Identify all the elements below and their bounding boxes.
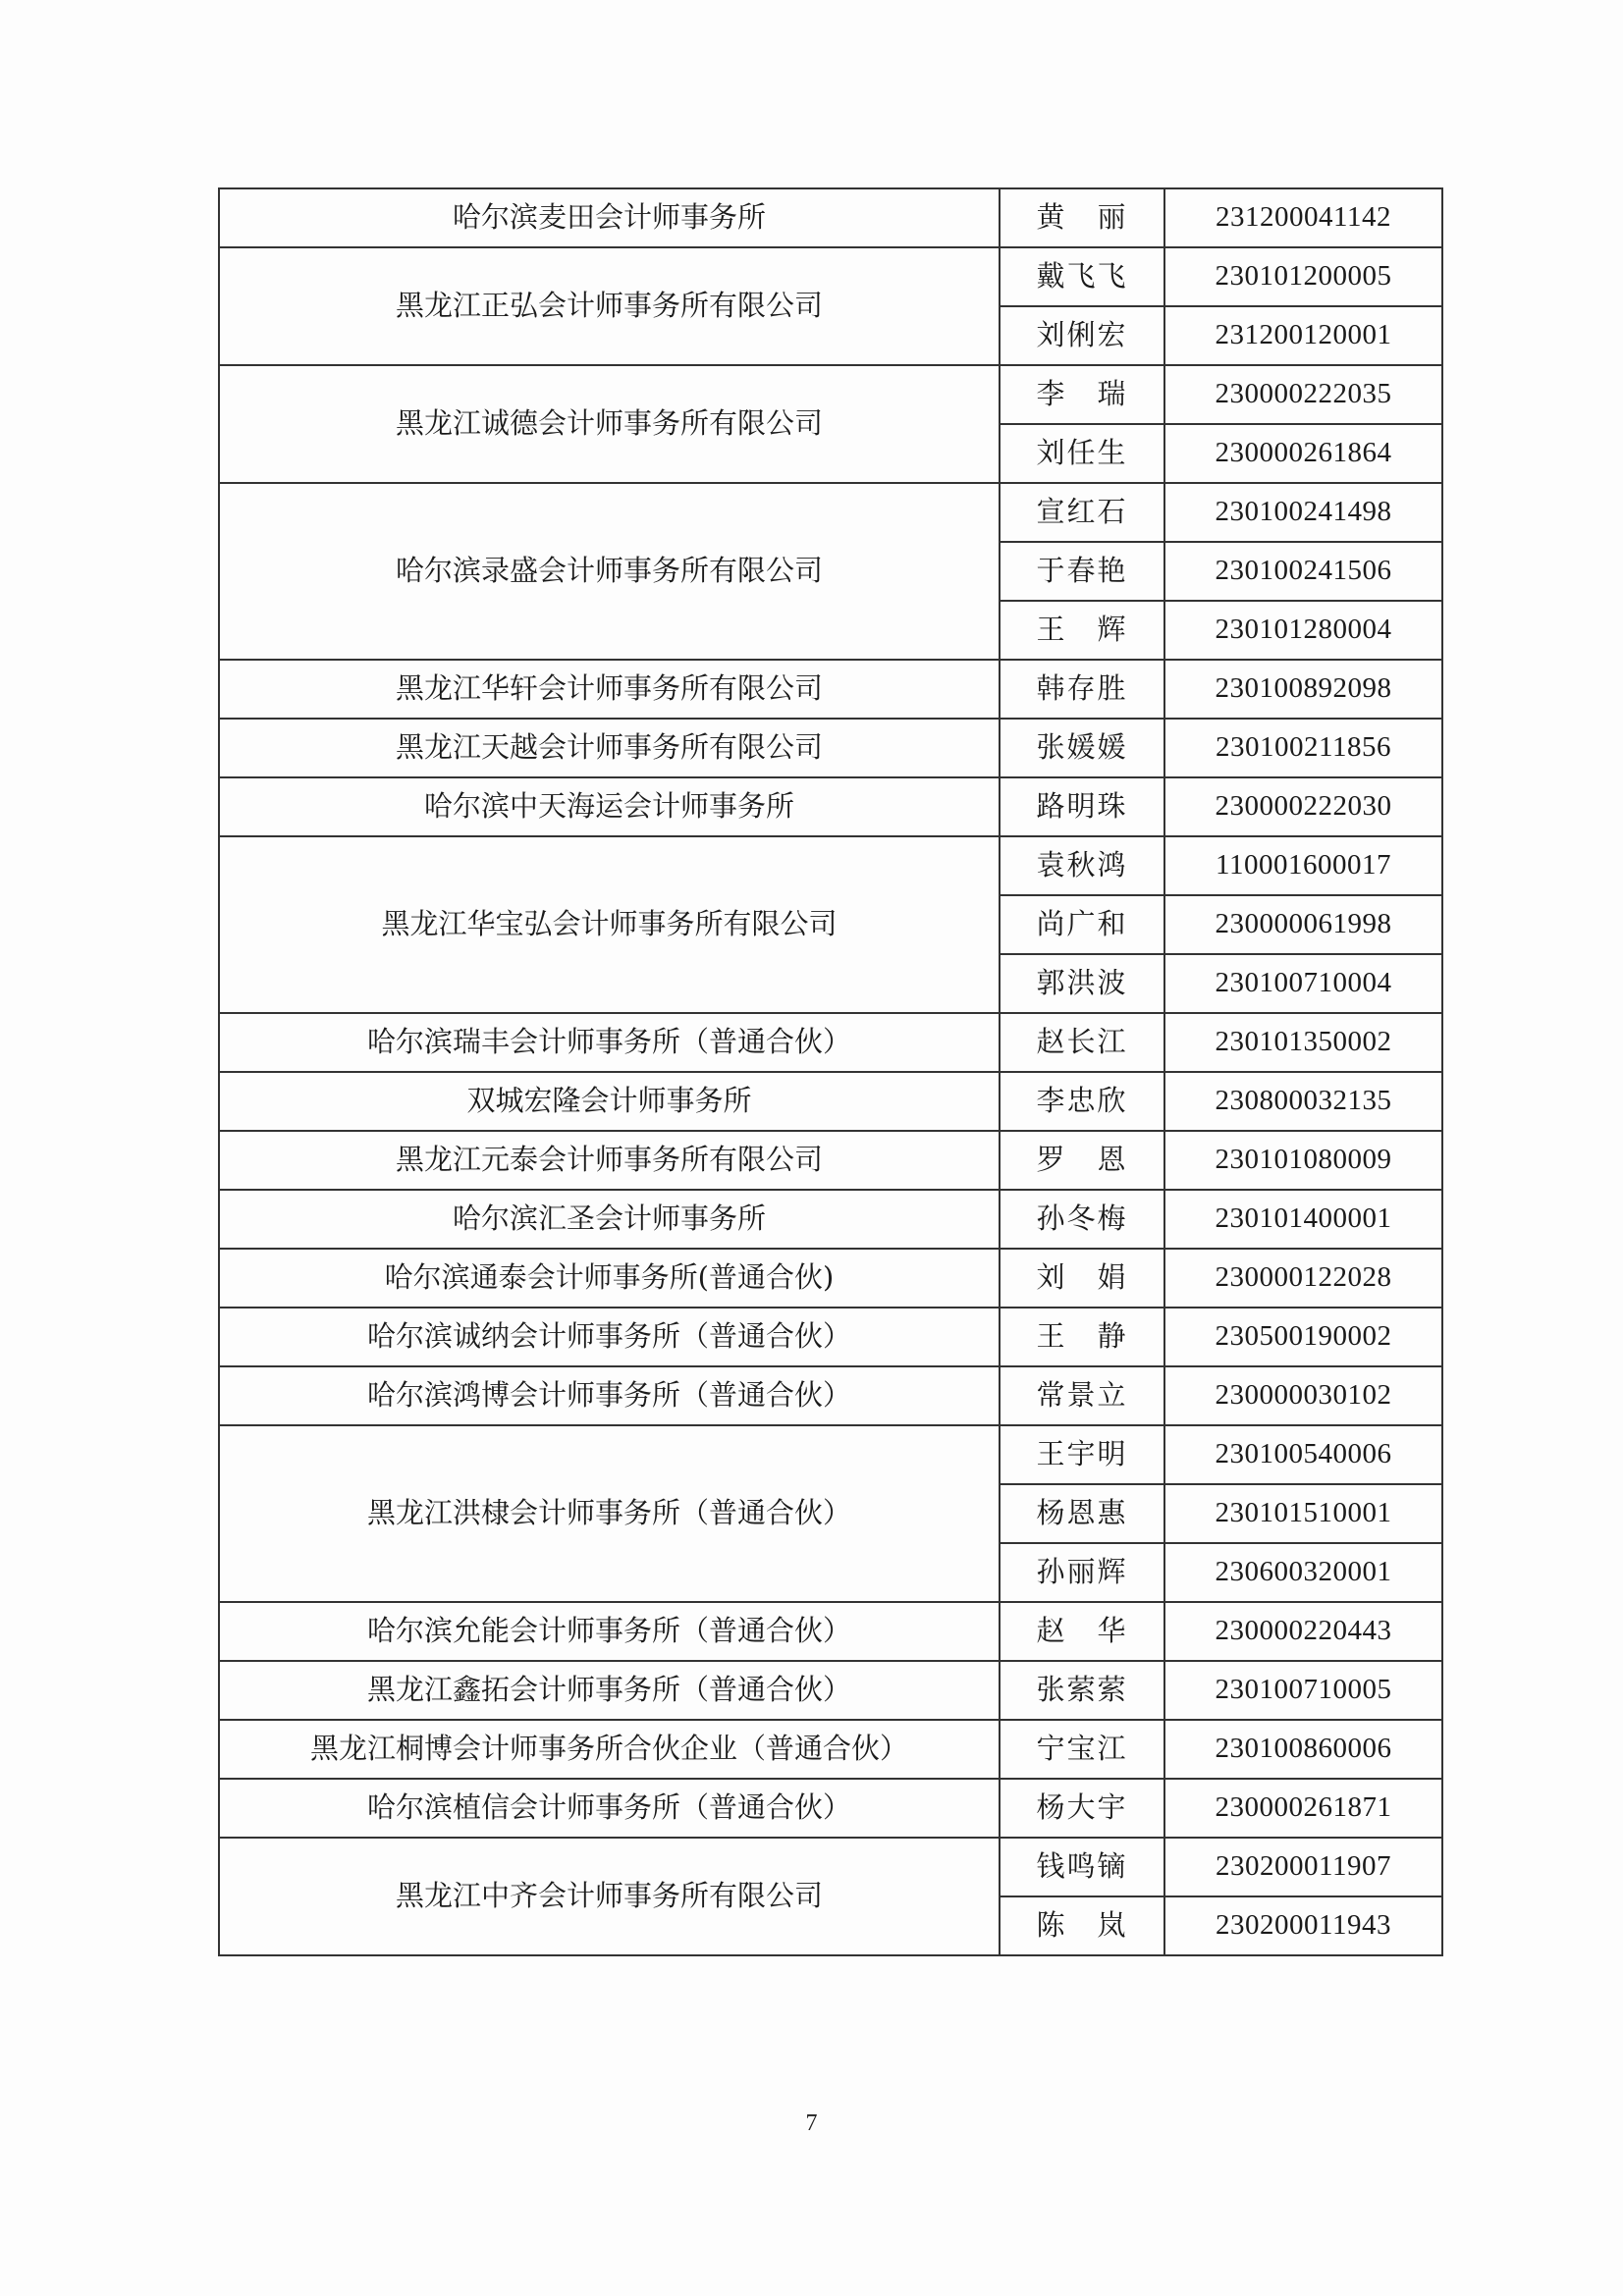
firm-name-cell: 哈尔滨诚纳会计师事务所（普通合伙） — [219, 1308, 1000, 1366]
table-row — [219, 1661, 1442, 1720]
firm-name-cell: 黑龙江鑫拓会计师事务所（普通合伙） — [219, 1661, 1000, 1720]
accountant-name-cell: 杨大宇 — [1000, 1779, 1164, 1838]
table-row — [219, 247, 1442, 306]
table-row — [219, 1190, 1442, 1249]
firm-name-cell: 黑龙江洪棣会计师事务所（普通合伙） — [219, 1425, 1000, 1602]
certificate-number-cell: 230101280004 — [1164, 601, 1442, 660]
firm-name-cell: 哈尔滨中天海运会计师事务所 — [219, 777, 1000, 836]
firm-name-cell: 哈尔滨瑞丰会计师事务所（普通合伙） — [219, 1013, 1000, 1072]
certificate-number-cell: 231200120001 — [1164, 306, 1442, 365]
certificate-number-cell: 230200011907 — [1164, 1838, 1442, 1896]
table-row — [219, 1720, 1442, 1779]
accountant-name-cell: 张萦萦 — [1000, 1661, 1164, 1720]
firm-name-cell: 黑龙江正弘会计师事务所有限公司 — [219, 247, 1000, 365]
certificate-number-cell: 230200011943 — [1164, 1896, 1442, 1955]
certificate-number-cell: 230101400001 — [1164, 1190, 1442, 1249]
accountant-name-cell: 孙冬梅 — [1000, 1190, 1164, 1249]
accountant-name-cell: 黄 丽 — [1000, 188, 1164, 247]
page-number: 7 — [805, 2110, 818, 2136]
certificate-number-cell: 230100241498 — [1164, 483, 1442, 542]
accountant-name-cell: 刘任生 — [1000, 424, 1164, 483]
table-row — [219, 483, 1442, 542]
accountant-name-cell: 路明珠 — [1000, 777, 1164, 836]
accountant-name-cell: 张媛媛 — [1000, 719, 1164, 777]
certificate-number-cell: 230100710005 — [1164, 1661, 1442, 1720]
table-row — [219, 1425, 1442, 1484]
firm-name-cell: 哈尔滨汇圣会计师事务所 — [219, 1190, 1000, 1249]
certificate-number-cell: 110001600017 — [1164, 836, 1442, 895]
table-row — [219, 1308, 1442, 1366]
certificate-number-cell: 230101200005 — [1164, 247, 1442, 306]
table-row — [219, 660, 1442, 719]
table-row — [219, 1602, 1442, 1661]
accountant-name-cell: 常景立 — [1000, 1366, 1164, 1425]
certificate-number-cell: 230600320001 — [1164, 1543, 1442, 1602]
firm-name-cell: 黑龙江华宝弘会计师事务所有限公司 — [219, 836, 1000, 1013]
accountant-name-cell: 王 辉 — [1000, 601, 1164, 660]
accountant-name-cell: 郭洪波 — [1000, 954, 1164, 1013]
accountant-name-cell: 王 静 — [1000, 1308, 1164, 1366]
firm-name-cell: 黑龙江天越会计师事务所有限公司 — [219, 719, 1000, 777]
certificate-number-cell: 230000122028 — [1164, 1249, 1442, 1308]
accountant-name-cell: 钱鸣镝 — [1000, 1838, 1164, 1896]
firm-name-cell: 黑龙江华轩会计师事务所有限公司 — [219, 660, 1000, 719]
accountant-name-cell: 韩存胜 — [1000, 660, 1164, 719]
firm-name-cell: 哈尔滨鸿博会计师事务所（普通合伙） — [219, 1366, 1000, 1425]
certificate-number-cell: 230100211856 — [1164, 719, 1442, 777]
accountant-name-cell: 罗 恩 — [1000, 1131, 1164, 1190]
accountant-name-cell: 陈 岚 — [1000, 1896, 1164, 1955]
firm-name-cell: 哈尔滨允能会计师事务所（普通合伙） — [219, 1602, 1000, 1661]
table-row — [219, 777, 1442, 836]
firm-name-cell: 双城宏隆会计师事务所 — [219, 1072, 1000, 1131]
certificate-number-cell: 230000261871 — [1164, 1779, 1442, 1838]
certificate-number-cell: 230800032135 — [1164, 1072, 1442, 1131]
accountant-name-cell: 袁秋鸿 — [1000, 836, 1164, 895]
firm-name-cell: 黑龙江诚德会计师事务所有限公司 — [219, 365, 1000, 483]
roster-body — [219, 188, 1442, 1955]
firm-name-cell: 哈尔滨录盛会计师事务所有限公司 — [219, 483, 1000, 660]
accountant-name-cell: 孙丽辉 — [1000, 1543, 1164, 1602]
table-row — [219, 365, 1442, 424]
table-row — [219, 1249, 1442, 1308]
accountant-name-cell: 宣红石 — [1000, 483, 1164, 542]
table-row — [219, 1779, 1442, 1838]
accountant-name-cell: 赵 华 — [1000, 1602, 1164, 1661]
certificate-number-cell: 230100892098 — [1164, 660, 1442, 719]
firm-name-cell: 黑龙江桐博会计师事务所合伙企业（普通合伙） — [219, 1720, 1000, 1779]
table-row — [219, 719, 1442, 777]
certificate-number-cell: 230101080009 — [1164, 1131, 1442, 1190]
table-row — [219, 1131, 1442, 1190]
accountant-name-cell: 李忠欣 — [1000, 1072, 1164, 1131]
accountant-name-cell: 刘 娟 — [1000, 1249, 1164, 1308]
firm-name-cell: 哈尔滨植信会计师事务所（普通合伙） — [219, 1779, 1000, 1838]
accountant-name-cell: 赵长江 — [1000, 1013, 1164, 1072]
certificate-number-cell: 230000030102 — [1164, 1366, 1442, 1425]
accountant-name-cell: 宁宝江 — [1000, 1720, 1164, 1779]
accountant-roster-table — [218, 187, 1443, 1956]
table-row — [219, 1366, 1442, 1425]
accountant-name-cell: 李 瑞 — [1000, 365, 1164, 424]
table-row — [219, 1072, 1442, 1131]
certificate-number-cell: 230000061998 — [1164, 895, 1442, 954]
certificate-number-cell: 230000220443 — [1164, 1602, 1442, 1661]
accountant-name-cell: 王宇明 — [1000, 1425, 1164, 1484]
table-row — [219, 1838, 1442, 1896]
firm-name-cell: 哈尔滨麦田会计师事务所 — [219, 188, 1000, 247]
certificate-number-cell: 230000222035 — [1164, 365, 1442, 424]
table-row — [219, 836, 1442, 895]
certificate-number-cell: 230100540006 — [1164, 1425, 1442, 1484]
certificate-number-cell: 230101510001 — [1164, 1484, 1442, 1543]
certificate-number-cell: 230000222030 — [1164, 777, 1442, 836]
table-row — [219, 1013, 1442, 1072]
firm-name-cell: 黑龙江中齐会计师事务所有限公司 — [219, 1838, 1000, 1955]
accountant-name-cell: 刘俐宏 — [1000, 306, 1164, 365]
certificate-number-cell: 230000261864 — [1164, 424, 1442, 483]
accountant-name-cell: 戴飞飞 — [1000, 247, 1164, 306]
accountant-name-cell: 杨恩惠 — [1000, 1484, 1164, 1543]
certificate-number-cell: 230100710004 — [1164, 954, 1442, 1013]
certificate-number-cell: 230101350002 — [1164, 1013, 1442, 1072]
firm-name-cell: 黑龙江元泰会计师事务所有限公司 — [219, 1131, 1000, 1190]
certificate-number-cell: 231200041142 — [1164, 188, 1442, 247]
certificate-number-cell: 230100241506 — [1164, 542, 1442, 601]
certificate-number-cell: 230100860006 — [1164, 1720, 1442, 1779]
firm-name-cell: 哈尔滨通泰会计师事务所(普通合伙) — [219, 1249, 1000, 1308]
accountant-name-cell: 于春艳 — [1000, 542, 1164, 601]
table-row — [219, 188, 1442, 247]
certificate-number-cell: 230500190002 — [1164, 1308, 1442, 1366]
accountant-name-cell: 尚广和 — [1000, 895, 1164, 954]
